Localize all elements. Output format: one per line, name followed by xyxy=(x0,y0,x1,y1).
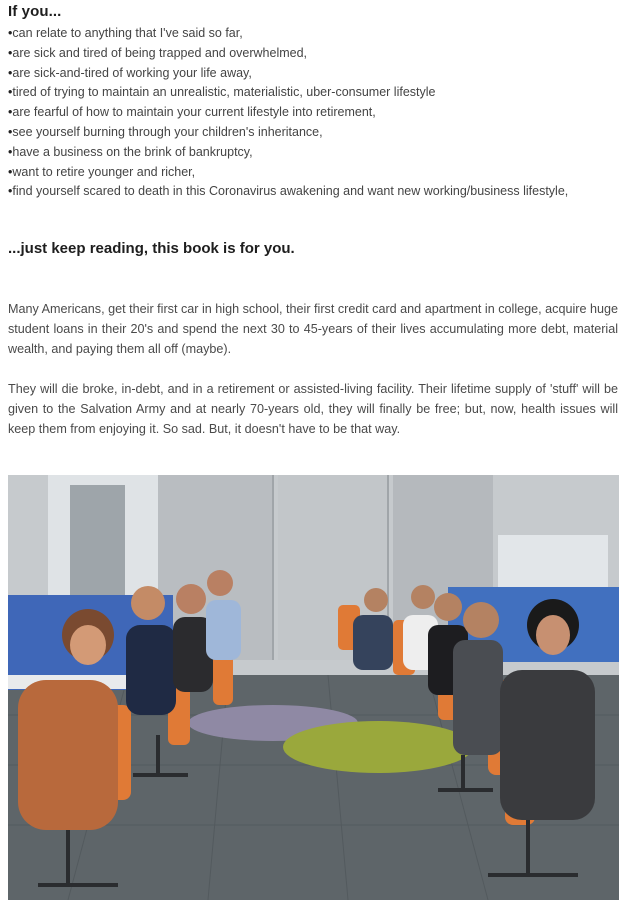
bullet-text: tired of trying to maintain an unrealistic, materialistic, uber-consumer lifestyle xyxy=(12,85,436,100)
paragraph-2: They will die broke, in-debt, and in a retirement or assisted-living facility. Their lifetime supply of 'stuff' will be given to the Salvation Army and at nearly 70-years old, they will finally be free; but, now, health issues will keep them from enjoying it. So sad. But, it doesn't have to be that way. xyxy=(8,382,618,436)
bullet-marker: • xyxy=(8,65,13,80)
bullet-marker: • xyxy=(8,85,13,100)
list-item xyxy=(8,123,620,143)
office-photo-illustration xyxy=(8,475,619,900)
bullet-marker: • xyxy=(8,184,13,199)
bullet-text: see yourself burning through your children's inheritance, xyxy=(12,124,323,139)
green-carpet-patch xyxy=(283,721,473,773)
bullet-marker: • xyxy=(8,105,13,120)
bullet-marker: • xyxy=(8,164,13,179)
window-right xyxy=(498,535,608,590)
list-item xyxy=(8,143,620,163)
bullet-text: want to retire younger and richer, xyxy=(12,164,196,179)
list-item xyxy=(8,182,620,202)
list-item xyxy=(8,44,620,64)
bullet-text: are sick and tired of being trapped and overwhelmed, xyxy=(12,45,308,60)
bullet-marker: • xyxy=(8,45,13,60)
bullet-text: are fearful of how to maintain your current lifestyle into retirement, xyxy=(12,105,376,120)
heading: If you... xyxy=(8,3,62,20)
list-item xyxy=(8,83,620,103)
bullet-list xyxy=(8,24,620,202)
list-item xyxy=(8,103,620,123)
list-item xyxy=(8,64,620,84)
bullet-marker: • xyxy=(8,26,13,40)
bullet-text: have a business on the brink of bankruptcy, xyxy=(12,144,253,159)
bullet-marker: • xyxy=(8,124,13,139)
office-photo xyxy=(8,475,619,900)
list-item xyxy=(8,24,620,44)
bullet-text: are sick-and-tired of working your life away, xyxy=(12,65,252,80)
bullet-text: find yourself scared to death in this Coronavirus awakening and want new working/business lifestyle, xyxy=(12,184,569,199)
paragraph-1: Many Americans, get their first car in high school, their first credit card and apartment in college, acquire huge student loans in their 20's and spend the next 30 to 45-years of their lives accumulating more debt, material wealth, and paying them all off (maybe). xyxy=(8,302,618,356)
list-item xyxy=(8,163,620,183)
call-to-action: ...just keep reading, this book is for you. xyxy=(8,240,295,257)
bullet-marker: • xyxy=(8,144,13,159)
window-building xyxy=(70,485,125,595)
bullet-text: can relate to anything that I've said so far, xyxy=(12,26,243,40)
